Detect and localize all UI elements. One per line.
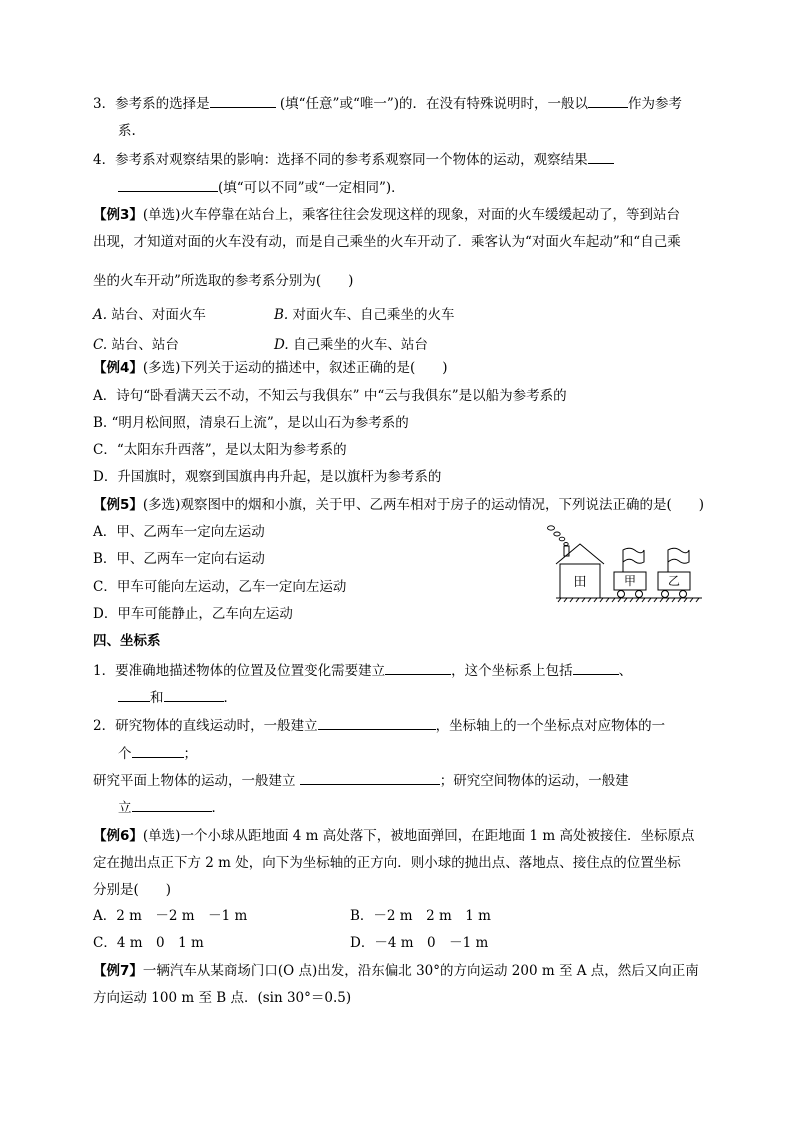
- example-6-line-1: 【例6】(单选)一个小球从距地面 4 m 高处落下，被地面弹回，在距地面 1 m 高处被接住．坐标原点: [93, 828, 695, 844]
- ground: [556, 598, 702, 602]
- example-tag: 【例7】: [93, 963, 143, 979]
- example-5-option-a: A．甲、乙两车一定向左运动: [93, 524, 265, 540]
- blank: [132, 743, 184, 758]
- cart-2: [658, 548, 690, 597]
- blank: [318, 715, 436, 730]
- example-4-option-d: D．升国旗时，观察到国旗冉冉升起，是以旗杆为参考系的: [93, 469, 442, 485]
- blank: [210, 93, 276, 108]
- cart-2-label: 乙: [667, 574, 681, 588]
- cart-1: [614, 548, 646, 597]
- example-4-line-1: 【例4】(多选)下列关于运动的描述中，叙述正确的是( ): [93, 360, 448, 376]
- example-3-option-d: D. 自己乘坐的火车、站台: [274, 337, 428, 353]
- example-6-option-d: D．－4 m 0 －1 m: [350, 935, 489, 951]
- example-7-line-2: 方向运动 100 m 至 B 点．(sin 30°＝0.5): [93, 990, 352, 1006]
- example-6-option-c: C．4 m 0 1 m: [93, 935, 204, 951]
- blank: [164, 687, 224, 702]
- example-5-figure: [540, 520, 710, 610]
- example-tag: 【例3】: [93, 207, 143, 223]
- question-3-line-1: 3．参考系的选择是 (填“任意”或“唯一”)的．在没有特殊说明时，一般以 作为参考: [93, 93, 682, 113]
- example-tag: 【例5】: [93, 497, 143, 513]
- example-4-option-c: C．“太阳东升西落”，是以太阳为参考系的: [93, 442, 347, 458]
- section-4-question-1-line-1: 1．要准确地描述物体的位置及位置变化需要建立 ，这个坐标系上包括 、: [93, 660, 632, 680]
- example-3-option-b: B. 对面火车、自己乘坐的火车: [274, 307, 455, 323]
- section-4-question-1-line-2: 和 ．: [118, 687, 237, 707]
- blank: [588, 93, 628, 108]
- question-3-line-2: 系.: [118, 123, 136, 139]
- blank: [573, 660, 619, 675]
- example-6-line-3: 分别是( ): [93, 882, 172, 898]
- smoke-icon: [548, 526, 569, 546]
- question-4-line-1: 4．参考系对观察结果的影响：选择不同的参考系观察同一个物体的运动，观察结果: [93, 149, 614, 169]
- blank: [300, 770, 440, 785]
- blank: [588, 149, 614, 164]
- example-3-line-3: 坐的火车开动”所选取的参考系分别为( ): [93, 273, 354, 289]
- blank: [118, 687, 150, 702]
- section-4-question-2-line-2: 个 ；: [118, 743, 197, 763]
- example-5-option-d: D．甲车可能静止，乙车向左运动: [93, 606, 293, 622]
- house-label: 田: [573, 575, 587, 590]
- blank: [385, 660, 451, 675]
- example-6-option-b: B．－2 m 2 m 1 m: [350, 908, 491, 924]
- example-3-option-c: C. 站台、站台: [93, 337, 179, 353]
- section-4-question-2-line-1: 2．研究物体的直线运动时，一般建立 ，坐标轴上的一个坐标点对应物体的一: [93, 715, 665, 735]
- example-3-line-1: 【例3】(单选)火车停靠在站台上，乘客往往会发现这样的现象，对面的火车缓缓起动了，等到站台: [93, 207, 680, 223]
- example-5-line-1: 【例5】(多选)观察图中的烟和小旗，关于甲、乙两车相对于房子的运动情况，下列说法正确的是( ): [93, 497, 704, 513]
- example-6-option-a: A．2 m －2 m －1 m: [93, 908, 248, 924]
- example-5-option-b: B．甲、乙两车一定向右运动: [93, 551, 265, 567]
- blank: [118, 177, 218, 192]
- example-7-line-1: 【例7】一辆汽车从某商场门口(O 点)出发，沿东偏北 30°的方向运动 200 m 至 A 点，然后又向正南: [93, 963, 699, 979]
- example-6-line-2: 定在抛出点正下方 2 m 处，向下为坐标轴的正方向．则小球的抛出点、落地点、接住点的位置坐标: [93, 855, 681, 871]
- example-3-options-ab: A. 站台、对面火车: [93, 307, 206, 323]
- section-4-question-2-line-4: 立 ．: [118, 797, 225, 817]
- example-4-option-b: B. “明月松间照，清泉石上流”，是以山石为参考系的: [93, 415, 409, 431]
- cart-1-label: 甲: [623, 574, 637, 588]
- example-3-line-2: 出现，才知道对面的火车没有动，而是自己乘坐的火车开动了．乘客认为“对面火车起动”和“自己乘: [93, 234, 681, 250]
- section-4-question-2-line-3: 研究平面上物体的运动，一般建立 ；研究空间物体的运动，一般建: [93, 770, 629, 790]
- blank: [132, 797, 212, 812]
- question-4-line-2: (填“可以不同”或“一定相同”)．: [118, 177, 405, 197]
- section-heading: 四、坐标系: [93, 633, 161, 649]
- example-5-option-c: C．甲车可能向左运动，乙车一定向左运动: [93, 579, 347, 595]
- example-tag: 【例4】: [93, 360, 143, 376]
- example-tag: 【例6】: [93, 828, 143, 844]
- example-4-option-a: A．诗句“卧看满天云不动，不知云与我俱东” 中“云与我俱东”是以船为参考系的: [93, 388, 567, 404]
